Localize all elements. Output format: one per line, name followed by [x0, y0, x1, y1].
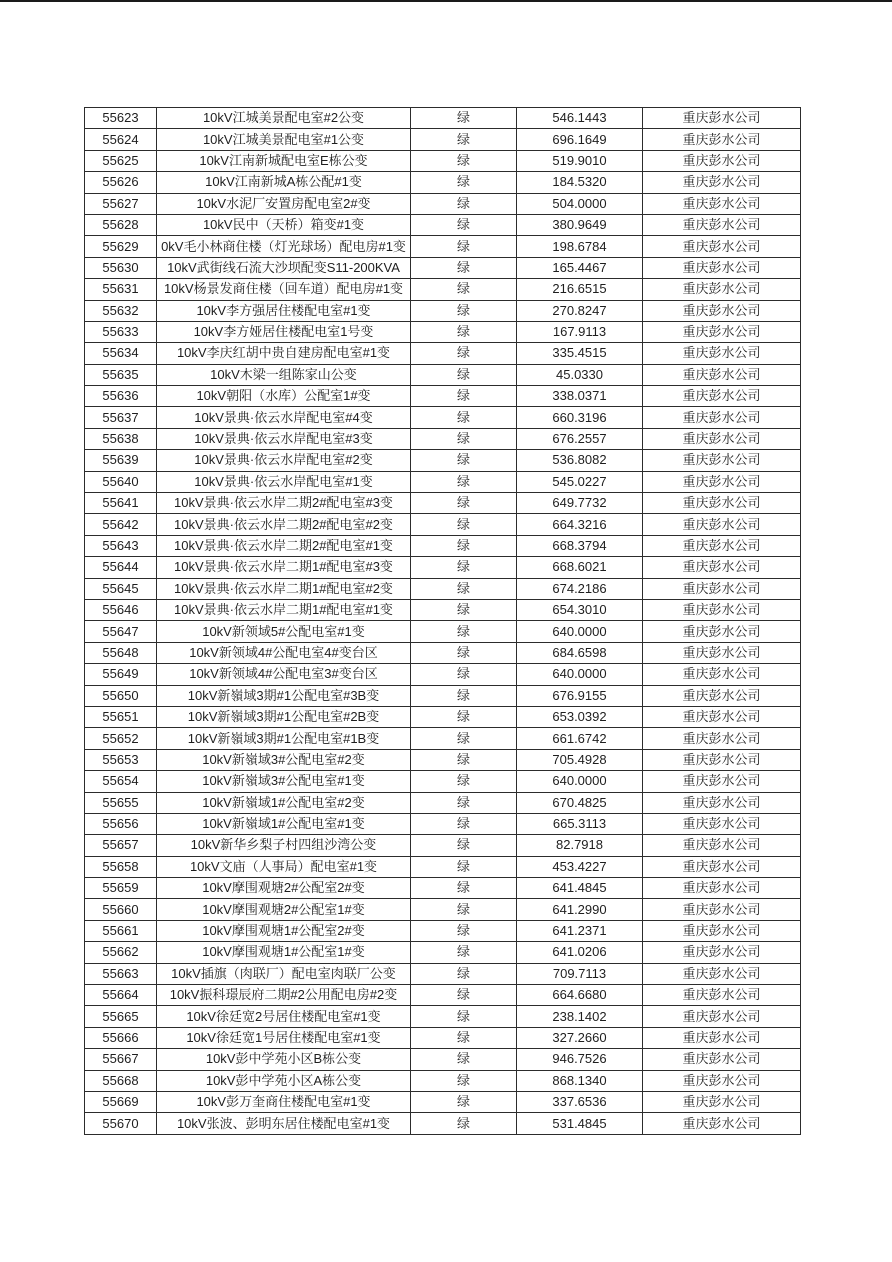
cell-status[interactable]: 绿 — [411, 407, 517, 428]
cell-status[interactable]: 绿 — [411, 813, 517, 834]
cell-value[interactable]: 504.0000 — [517, 193, 643, 214]
cell-value[interactable]: 684.6598 — [517, 642, 643, 663]
cell-value[interactable]: 705.4928 — [517, 749, 643, 770]
cell-company[interactable]: 重庆彭水公司 — [643, 621, 801, 642]
cell-status[interactable]: 绿 — [411, 664, 517, 685]
cell-value[interactable]: 184.5320 — [517, 172, 643, 193]
cell-status[interactable]: 绿 — [411, 1113, 517, 1135]
cell-status[interactable]: 绿 — [411, 642, 517, 663]
cell-row-id[interactable]: 55666 — [85, 1027, 157, 1048]
cell-row-id[interactable]: 55646 — [85, 599, 157, 620]
cell-company[interactable]: 重庆彭水公司 — [643, 1091, 801, 1112]
cell-company[interactable]: 重庆彭水公司 — [643, 642, 801, 663]
cell-row-id[interactable]: 55658 — [85, 856, 157, 877]
cell-company[interactable]: 重庆彭水公司 — [643, 599, 801, 620]
cell-station-name[interactable]: 10kV新领域5#公配电室#1变 — [157, 621, 411, 642]
cell-value[interactable]: 654.3010 — [517, 599, 643, 620]
cell-company[interactable]: 重庆彭水公司 — [643, 108, 801, 129]
cell-row-id[interactable]: 55667 — [85, 1049, 157, 1070]
cell-company[interactable]: 重庆彭水公司 — [643, 1113, 801, 1135]
table-row — [85, 236, 801, 257]
cell-row-id[interactable]: 55643 — [85, 535, 157, 556]
cell-row-id[interactable]: 55632 — [85, 300, 157, 321]
cell-row-id[interactable]: 55628 — [85, 214, 157, 235]
cell-station-name[interactable]: 10kV文庙（人事局）配电室#1变 — [157, 856, 411, 877]
cell-row-id[interactable]: 55635 — [85, 364, 157, 385]
cell-company[interactable]: 重庆彭水公司 — [643, 172, 801, 193]
cell-company[interactable]: 重庆彭水公司 — [643, 899, 801, 920]
table-row — [85, 493, 801, 514]
top-border-line — [0, 0, 892, 2]
cell-station-name[interactable]: 10kV景典·依云水岸配电室#4变 — [157, 407, 411, 428]
cell-row-id[interactable]: 55626 — [85, 172, 157, 193]
cell-status[interactable]: 绿 — [411, 535, 517, 556]
cell-company[interactable]: 重庆彭水公司 — [643, 664, 801, 685]
cell-company[interactable]: 重庆彭水公司 — [643, 364, 801, 385]
table-row — [85, 407, 801, 428]
cell-company[interactable]: 重庆彭水公司 — [643, 129, 801, 150]
table-row — [85, 1091, 801, 1112]
cell-station-name[interactable]: 10kV徐廷宽1号居住楼配电室#1变 — [157, 1027, 411, 1048]
table-row — [85, 535, 801, 556]
cell-station-name[interactable]: 10kV景典·依云水岸二期1#配电室#3变 — [157, 557, 411, 578]
cell-station-name[interactable]: 10kV武街线石流大沙坝配变S11-200KVA — [157, 257, 411, 278]
cell-value[interactable]: 545.0227 — [517, 471, 643, 492]
cell-value[interactable]: 198.6784 — [517, 236, 643, 257]
cell-status[interactable]: 绿 — [411, 985, 517, 1006]
cell-station-name[interactable]: 10kV景典·依云水岸配电室#1变 — [157, 471, 411, 492]
cell-station-name[interactable]: 10kV彭万奎商住楼配电室#1变 — [157, 1091, 411, 1112]
table-row — [85, 963, 801, 984]
cell-status[interactable]: 绿 — [411, 578, 517, 599]
cell-status[interactable]: 绿 — [411, 599, 517, 620]
table-row — [85, 279, 801, 300]
cell-company[interactable]: 重庆彭水公司 — [643, 386, 801, 407]
cell-station-name[interactable]: 10kV景典·依云水岸配电室#3变 — [157, 428, 411, 449]
cell-company[interactable]: 重庆彭水公司 — [643, 407, 801, 428]
cell-value[interactable]: 946.7526 — [517, 1049, 643, 1070]
cell-station-name[interactable]: 10kV摩围观塘1#公配室2#变 — [157, 920, 411, 941]
table-row — [85, 214, 801, 235]
table-row — [85, 193, 801, 214]
cell-company[interactable]: 重庆彭水公司 — [643, 279, 801, 300]
cell-row-id[interactable]: 55640 — [85, 471, 157, 492]
cell-status[interactable]: 绿 — [411, 621, 517, 642]
cell-status[interactable]: 绿 — [411, 792, 517, 813]
substation-table — [84, 107, 801, 1135]
cell-station-name[interactable]: 10kV摩围观塘1#公配室1#变 — [157, 942, 411, 963]
cell-row-id[interactable]: 55645 — [85, 578, 157, 599]
cell-row-id[interactable]: 55657 — [85, 835, 157, 856]
cell-value[interactable]: 696.1649 — [517, 129, 643, 150]
cell-status[interactable]: 绿 — [411, 321, 517, 342]
table-row — [85, 771, 801, 792]
cell-company[interactable]: 重庆彭水公司 — [643, 236, 801, 257]
cell-station-name[interactable]: 10kV新嶺域3期#1公配电室#2B变 — [157, 706, 411, 727]
cell-row-id[interactable]: 55653 — [85, 749, 157, 770]
cell-station-name[interactable]: 10kV江城美景配电室#2公变 — [157, 108, 411, 129]
cell-row-id[interactable]: 55654 — [85, 771, 157, 792]
cell-company[interactable]: 重庆彭水公司 — [643, 471, 801, 492]
cell-value[interactable]: 546.1443 — [517, 108, 643, 129]
cell-station-name[interactable]: 10kV新嶺域1#公配电室#1变 — [157, 813, 411, 834]
cell-value[interactable]: 665.3113 — [517, 813, 643, 834]
cell-company[interactable]: 重庆彭水公司 — [643, 150, 801, 171]
cell-station-name[interactable]: 10kV新华乡梨子村四组沙湾公变 — [157, 835, 411, 856]
cell-status[interactable]: 绿 — [411, 364, 517, 385]
cell-company[interactable]: 重庆彭水公司 — [643, 514, 801, 535]
table-row — [85, 578, 801, 599]
cell-status[interactable]: 绿 — [411, 557, 517, 578]
cell-company[interactable]: 重庆彭水公司 — [643, 343, 801, 364]
cell-row-id[interactable]: 55627 — [85, 193, 157, 214]
cell-status[interactable]: 绿 — [411, 878, 517, 899]
cell-company[interactable]: 重庆彭水公司 — [643, 728, 801, 749]
cell-company[interactable]: 重庆彭水公司 — [643, 321, 801, 342]
cell-company[interactable]: 重庆彭水公司 — [643, 535, 801, 556]
cell-value[interactable]: 668.3794 — [517, 535, 643, 556]
cell-row-id[interactable]: 55639 — [85, 450, 157, 471]
cell-station-name[interactable]: 10kV李庆红胡中贵自建房配电室#1变 — [157, 343, 411, 364]
cell-status[interactable]: 绿 — [411, 108, 517, 129]
cell-status[interactable]: 绿 — [411, 685, 517, 706]
cell-company[interactable]: 重庆彭水公司 — [643, 1027, 801, 1048]
cell-row-id[interactable]: 55661 — [85, 920, 157, 941]
cell-status[interactable]: 绿 — [411, 428, 517, 449]
cell-status[interactable]: 绿 — [411, 920, 517, 941]
table-row — [85, 172, 801, 193]
cell-value[interactable]: 335.4515 — [517, 343, 643, 364]
cell-value[interactable]: 676.2557 — [517, 428, 643, 449]
cell-station-name[interactable]: 10kV景典·依云水岸二期1#配电室#1变 — [157, 599, 411, 620]
table-row — [85, 1027, 801, 1048]
table-row — [85, 1049, 801, 1070]
cell-row-id[interactable]: 55625 — [85, 150, 157, 171]
cell-station-name[interactable]: 10kV新嶺域3期#1公配电室#1B变 — [157, 728, 411, 749]
cell-station-name[interactable]: 10kV彭中学苑小区B栋公变 — [157, 1049, 411, 1070]
table-row — [85, 300, 801, 321]
cell-status[interactable]: 绿 — [411, 236, 517, 257]
cell-station-name[interactable]: 10kV民中（天桥）箱变#1变 — [157, 214, 411, 235]
cell-company[interactable]: 重庆彭水公司 — [643, 706, 801, 727]
cell-value[interactable]: 45.0330 — [517, 364, 643, 385]
cell-company[interactable]: 重庆彭水公司 — [643, 193, 801, 214]
cell-status[interactable]: 绿 — [411, 279, 517, 300]
cell-station-name[interactable]: 10kV新嶺域3期#1公配电室#3B变 — [157, 685, 411, 706]
cell-value[interactable]: 641.2371 — [517, 920, 643, 941]
cell-value[interactable]: 453.4227 — [517, 856, 643, 877]
cell-status[interactable]: 绿 — [411, 1070, 517, 1091]
cell-row-id[interactable]: 55656 — [85, 813, 157, 834]
cell-row-id[interactable]: 55633 — [85, 321, 157, 342]
cell-status[interactable]: 绿 — [411, 749, 517, 770]
cell-row-id[interactable]: 55644 — [85, 557, 157, 578]
cell-status[interactable]: 绿 — [411, 771, 517, 792]
cell-station-name[interactable]: 10kV景典·依云水岸二期2#配电室#3变 — [157, 493, 411, 514]
cell-value[interactable]: 216.6515 — [517, 279, 643, 300]
cell-row-id[interactable]: 55648 — [85, 642, 157, 663]
table-row — [85, 813, 801, 834]
cell-company[interactable]: 重庆彭水公司 — [643, 878, 801, 899]
cell-station-name[interactable]: 10kV插旗（肉联厂）配电室肉联厂公变 — [157, 963, 411, 984]
cell-station-name[interactable]: 10kV杨景发商住楼（回车道）配电房#1变 — [157, 279, 411, 300]
cell-station-name[interactable]: 10kV朝阳（水库）公配室1#变 — [157, 386, 411, 407]
table-row — [85, 942, 801, 963]
cell-row-id[interactable]: 55662 — [85, 942, 157, 963]
cell-status[interactable]: 绿 — [411, 728, 517, 749]
cell-station-name[interactable]: 10kV新嶺域3#公配电室#1变 — [157, 771, 411, 792]
table-row — [85, 1070, 801, 1091]
cell-company[interactable]: 重庆彭水公司 — [643, 428, 801, 449]
cell-row-id[interactable]: 55630 — [85, 257, 157, 278]
cell-row-id[interactable]: 55652 — [85, 728, 157, 749]
cell-status[interactable]: 绿 — [411, 214, 517, 235]
cell-station-name[interactable]: 10kV张波、彭明东居住楼配电室#1变 — [157, 1113, 411, 1135]
table-row — [85, 856, 801, 877]
cell-value[interactable]: 670.4825 — [517, 792, 643, 813]
cell-station-name[interactable]: 10kV景典·依云水岸二期2#配电室#1变 — [157, 535, 411, 556]
cell-row-id[interactable]: 55651 — [85, 706, 157, 727]
cell-status[interactable]: 绿 — [411, 514, 517, 535]
cell-row-id[interactable]: 55631 — [85, 279, 157, 300]
cell-company[interactable]: 重庆彭水公司 — [643, 856, 801, 877]
cell-value[interactable]: 660.3196 — [517, 407, 643, 428]
table-row — [85, 471, 801, 492]
cell-station-name[interactable]: 10kV景典·依云水岸二期2#配电室#2变 — [157, 514, 411, 535]
cell-company[interactable]: 重庆彭水公司 — [643, 493, 801, 514]
cell-value[interactable]: 640.0000 — [517, 664, 643, 685]
cell-row-id[interactable]: 55670 — [85, 1113, 157, 1135]
cell-row-id[interactable]: 55638 — [85, 428, 157, 449]
cell-value[interactable]: 167.9113 — [517, 321, 643, 342]
table-body — [85, 108, 801, 1135]
table-row — [85, 450, 801, 471]
cell-row-id[interactable]: 55663 — [85, 963, 157, 984]
cell-value[interactable]: 327.2660 — [517, 1027, 643, 1048]
cell-status[interactable]: 绿 — [411, 300, 517, 321]
cell-station-name[interactable]: 10kV江南新城A栋公配#1变 — [157, 172, 411, 193]
cell-value[interactable]: 674.2186 — [517, 578, 643, 599]
cell-status[interactable]: 绿 — [411, 899, 517, 920]
cell-status[interactable]: 绿 — [411, 257, 517, 278]
cell-company[interactable]: 重庆彭水公司 — [643, 963, 801, 984]
cell-company[interactable]: 重庆彭水公司 — [643, 792, 801, 813]
table-row — [85, 599, 801, 620]
cell-value[interactable]: 536.8082 — [517, 450, 643, 471]
cell-value[interactable]: 337.6536 — [517, 1091, 643, 1112]
cell-station-name[interactable]: 10kV新领域4#公配电室3#变台区 — [157, 664, 411, 685]
table-row — [85, 386, 801, 407]
table-row — [85, 878, 801, 899]
cell-status[interactable]: 绿 — [411, 471, 517, 492]
cell-company[interactable]: 重庆彭水公司 — [643, 920, 801, 941]
table-row — [85, 1006, 801, 1027]
cell-row-id[interactable]: 55650 — [85, 685, 157, 706]
cell-company[interactable]: 重庆彭水公司 — [643, 578, 801, 599]
cell-value[interactable]: 165.4467 — [517, 257, 643, 278]
cell-value[interactable]: 668.6021 — [517, 557, 643, 578]
cell-station-name[interactable]: 10kV景典·依云水岸二期1#配电室#2变 — [157, 578, 411, 599]
table-row — [85, 706, 801, 727]
cell-status[interactable]: 绿 — [411, 835, 517, 856]
cell-value[interactable]: 664.3216 — [517, 514, 643, 535]
cell-row-id[interactable]: 55647 — [85, 621, 157, 642]
cell-company[interactable]: 重庆彭水公司 — [643, 771, 801, 792]
cell-value[interactable]: 82.7918 — [517, 835, 643, 856]
cell-row-id[interactable]: 55636 — [85, 386, 157, 407]
cell-company[interactable]: 重庆彭水公司 — [643, 1006, 801, 1027]
table-row — [85, 920, 801, 941]
cell-station-name[interactable]: 10kV摩围观塘2#公配室1#变 — [157, 899, 411, 920]
table-row — [85, 642, 801, 663]
cell-value[interactable]: 661.6742 — [517, 728, 643, 749]
cell-status[interactable]: 绿 — [411, 450, 517, 471]
cell-status[interactable]: 绿 — [411, 1027, 517, 1048]
cell-value[interactable]: 868.1340 — [517, 1070, 643, 1091]
cell-row-id[interactable]: 55641 — [85, 493, 157, 514]
cell-company[interactable]: 重庆彭水公司 — [643, 257, 801, 278]
cell-station-name[interactable]: 10kV摩围观塘2#公配室2#变 — [157, 878, 411, 899]
cell-row-id[interactable]: 55669 — [85, 1091, 157, 1112]
cell-row-id[interactable]: 55659 — [85, 878, 157, 899]
cell-row-id[interactable]: 55655 — [85, 792, 157, 813]
table-row — [85, 685, 801, 706]
cell-company[interactable]: 重庆彭水公司 — [643, 835, 801, 856]
cell-station-name[interactable]: 0kV毛小林商住楼（灯光球场）配电房#1变 — [157, 236, 411, 257]
table-row — [85, 749, 801, 770]
cell-station-name[interactable]: 10kV水泥厂安置房配电室2#变 — [157, 193, 411, 214]
cell-status[interactable]: 绿 — [411, 193, 517, 214]
cell-company[interactable]: 重庆彭水公司 — [643, 813, 801, 834]
cell-company[interactable]: 重庆彭水公司 — [643, 214, 801, 235]
table-row — [85, 1113, 801, 1135]
cell-status[interactable]: 绿 — [411, 1091, 517, 1112]
cell-row-id[interactable]: 55642 — [85, 514, 157, 535]
table-row — [85, 514, 801, 535]
cell-station-name[interactable]: 10kV江城美景配电室#1公变 — [157, 129, 411, 150]
cell-row-id[interactable]: 55634 — [85, 343, 157, 364]
cell-value[interactable]: 676.9155 — [517, 685, 643, 706]
cell-row-id[interactable]: 55664 — [85, 985, 157, 1006]
cell-value[interactable]: 641.4845 — [517, 878, 643, 899]
cell-status[interactable]: 绿 — [411, 856, 517, 877]
cell-company[interactable]: 重庆彭水公司 — [643, 557, 801, 578]
cell-row-id[interactable]: 55637 — [85, 407, 157, 428]
cell-company[interactable]: 重庆彭水公司 — [643, 300, 801, 321]
cell-row-id[interactable]: 55624 — [85, 129, 157, 150]
table-row — [85, 257, 801, 278]
cell-row-id[interactable]: 55668 — [85, 1070, 157, 1091]
table-row — [85, 108, 801, 129]
cell-value[interactable]: 338.0371 — [517, 386, 643, 407]
cell-company[interactable]: 重庆彭水公司 — [643, 1049, 801, 1070]
cell-status[interactable]: 绿 — [411, 493, 517, 514]
cell-value[interactable]: 519.9010 — [517, 150, 643, 171]
cell-row-id[interactable]: 55649 — [85, 664, 157, 685]
cell-value[interactable]: 649.7732 — [517, 493, 643, 514]
cell-status[interactable]: 绿 — [411, 942, 517, 963]
cell-station-name[interactable]: 10kV振科璟辰府二期#2公用配电房#2变 — [157, 985, 411, 1006]
table-row — [85, 150, 801, 171]
table-row — [85, 343, 801, 364]
cell-status[interactable]: 绿 — [411, 150, 517, 171]
cell-row-id[interactable]: 55665 — [85, 1006, 157, 1027]
cell-company[interactable]: 重庆彭水公司 — [643, 942, 801, 963]
cell-value[interactable]: 641.2990 — [517, 899, 643, 920]
cell-company[interactable]: 重庆彭水公司 — [643, 1070, 801, 1091]
cell-value[interactable]: 531.4845 — [517, 1113, 643, 1135]
cell-value[interactable]: 709.7113 — [517, 963, 643, 984]
cell-status[interactable]: 绿 — [411, 963, 517, 984]
cell-station-name[interactable]: 10kV徐廷宽2号居住楼配电室#1变 — [157, 1006, 411, 1027]
cell-station-name[interactable]: 10kV新嶺域3#公配电室#2变 — [157, 749, 411, 770]
cell-value[interactable]: 270.8247 — [517, 300, 643, 321]
cell-company[interactable]: 重庆彭水公司 — [643, 985, 801, 1006]
table-row — [85, 129, 801, 150]
table-row — [85, 985, 801, 1006]
table-row — [85, 428, 801, 449]
cell-company[interactable]: 重庆彭水公司 — [643, 450, 801, 471]
cell-status[interactable]: 绿 — [411, 386, 517, 407]
cell-status[interactable]: 绿 — [411, 706, 517, 727]
cell-station-name[interactable]: 10kV江南新城配电室E栋公变 — [157, 150, 411, 171]
cell-value[interactable]: 238.1402 — [517, 1006, 643, 1027]
cell-value[interactable]: 664.6680 — [517, 985, 643, 1006]
table-row — [85, 728, 801, 749]
table-row — [85, 792, 801, 813]
cell-station-name[interactable]: 10kV木梁一组陈家山公变 — [157, 364, 411, 385]
table-row — [85, 621, 801, 642]
table-row — [85, 364, 801, 385]
cell-station-name[interactable]: 10kV李方强居住楼配电室#1变 — [157, 300, 411, 321]
cell-station-name[interactable]: 10kV新嶺域1#公配电室#2变 — [157, 792, 411, 813]
cell-company[interactable]: 重庆彭水公司 — [643, 749, 801, 770]
table-row — [85, 835, 801, 856]
cell-value[interactable]: 380.9649 — [517, 214, 643, 235]
cell-status[interactable]: 绿 — [411, 129, 517, 150]
cell-company[interactable]: 重庆彭水公司 — [643, 685, 801, 706]
table-row — [85, 899, 801, 920]
cell-station-name[interactable]: 10kV景典·依云水岸配电室#2变 — [157, 450, 411, 471]
cell-station-name[interactable]: 10kV彭中学苑小区A栋公变 — [157, 1070, 411, 1091]
cell-value[interactable]: 640.0000 — [517, 771, 643, 792]
cell-value[interactable]: 640.0000 — [517, 621, 643, 642]
table-row — [85, 664, 801, 685]
table-row — [85, 321, 801, 342]
cell-value[interactable]: 641.0206 — [517, 942, 643, 963]
cell-value[interactable]: 653.0392 — [517, 706, 643, 727]
table-row — [85, 557, 801, 578]
cell-row-id[interactable]: 55660 — [85, 899, 157, 920]
cell-status[interactable]: 绿 — [411, 343, 517, 364]
cell-status[interactable]: 绿 — [411, 1006, 517, 1027]
cell-station-name[interactable]: 10kV李方娅居住楼配电室1号变 — [157, 321, 411, 342]
cell-row-id[interactable]: 55629 — [85, 236, 157, 257]
cell-status[interactable]: 绿 — [411, 1049, 517, 1070]
cell-row-id[interactable]: 55623 — [85, 108, 157, 129]
cell-station-name[interactable]: 10kV新领域4#公配电室4#变台区 — [157, 642, 411, 663]
cell-status[interactable]: 绿 — [411, 172, 517, 193]
